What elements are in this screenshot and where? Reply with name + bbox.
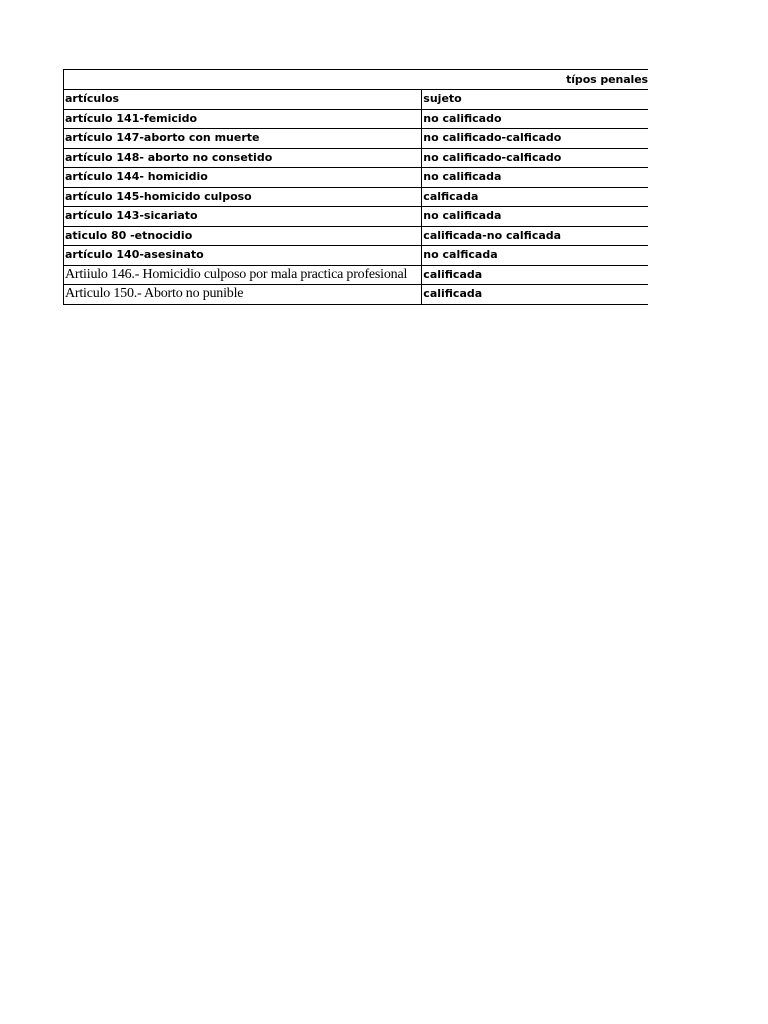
- table-title: típos penales: [64, 70, 649, 90]
- cell-sujeto: calficada: [422, 187, 648, 207]
- header-row: [64, 90, 649, 110]
- table-row: [64, 207, 649, 227]
- cell-articulo: artículo 143-sicariato: [64, 207, 422, 227]
- cell-articulo: Articulo 150.- Aborto no punible: [64, 285, 422, 305]
- table-row: [64, 226, 649, 246]
- cell-sujeto: calificada: [422, 265, 648, 285]
- cell-articulo: artículo 144- homicidio: [64, 168, 422, 188]
- cell-sujeto: no calificado: [422, 109, 648, 129]
- table-row: [64, 129, 649, 149]
- table-row: [64, 265, 649, 285]
- cell-sujeto: no calificada: [422, 207, 648, 227]
- cell-articulo: artículo 145-homicido culposo: [64, 187, 422, 207]
- cell-articulo: artículo 147-aborto con muerte: [64, 129, 422, 149]
- header-articulos: artículos: [64, 90, 422, 110]
- table-row: [64, 246, 649, 266]
- table-row: [64, 285, 649, 305]
- cell-sujeto: no calficada: [422, 246, 648, 266]
- table-row: [64, 148, 649, 168]
- tipos-penales-table: [63, 69, 648, 305]
- header-sujeto: sujeto: [422, 90, 648, 110]
- table-row: [64, 109, 649, 129]
- table-row: [64, 187, 649, 207]
- cell-sujeto: no calificado-calficado: [422, 129, 648, 149]
- cell-articulo: artículo 140-asesinato: [64, 246, 422, 266]
- cell-articulo: artículo 141-femicido: [64, 109, 422, 129]
- cell-articulo: aticulo 80 -etnocidio: [64, 226, 422, 246]
- cell-articulo: Artiiulo 146.- Homicidio culposo por mala practica profesional: [64, 265, 422, 285]
- cell-sujeto: calificada-no calficada: [422, 226, 648, 246]
- title-row: [64, 70, 649, 90]
- cell-sujeto: calificada: [422, 285, 648, 305]
- table-row: [64, 168, 649, 188]
- cell-articulo: artículo 148- aborto no consetido: [64, 148, 422, 168]
- cell-sujeto: no calificado-calficado: [422, 148, 648, 168]
- cell-sujeto: no calificada: [422, 168, 648, 188]
